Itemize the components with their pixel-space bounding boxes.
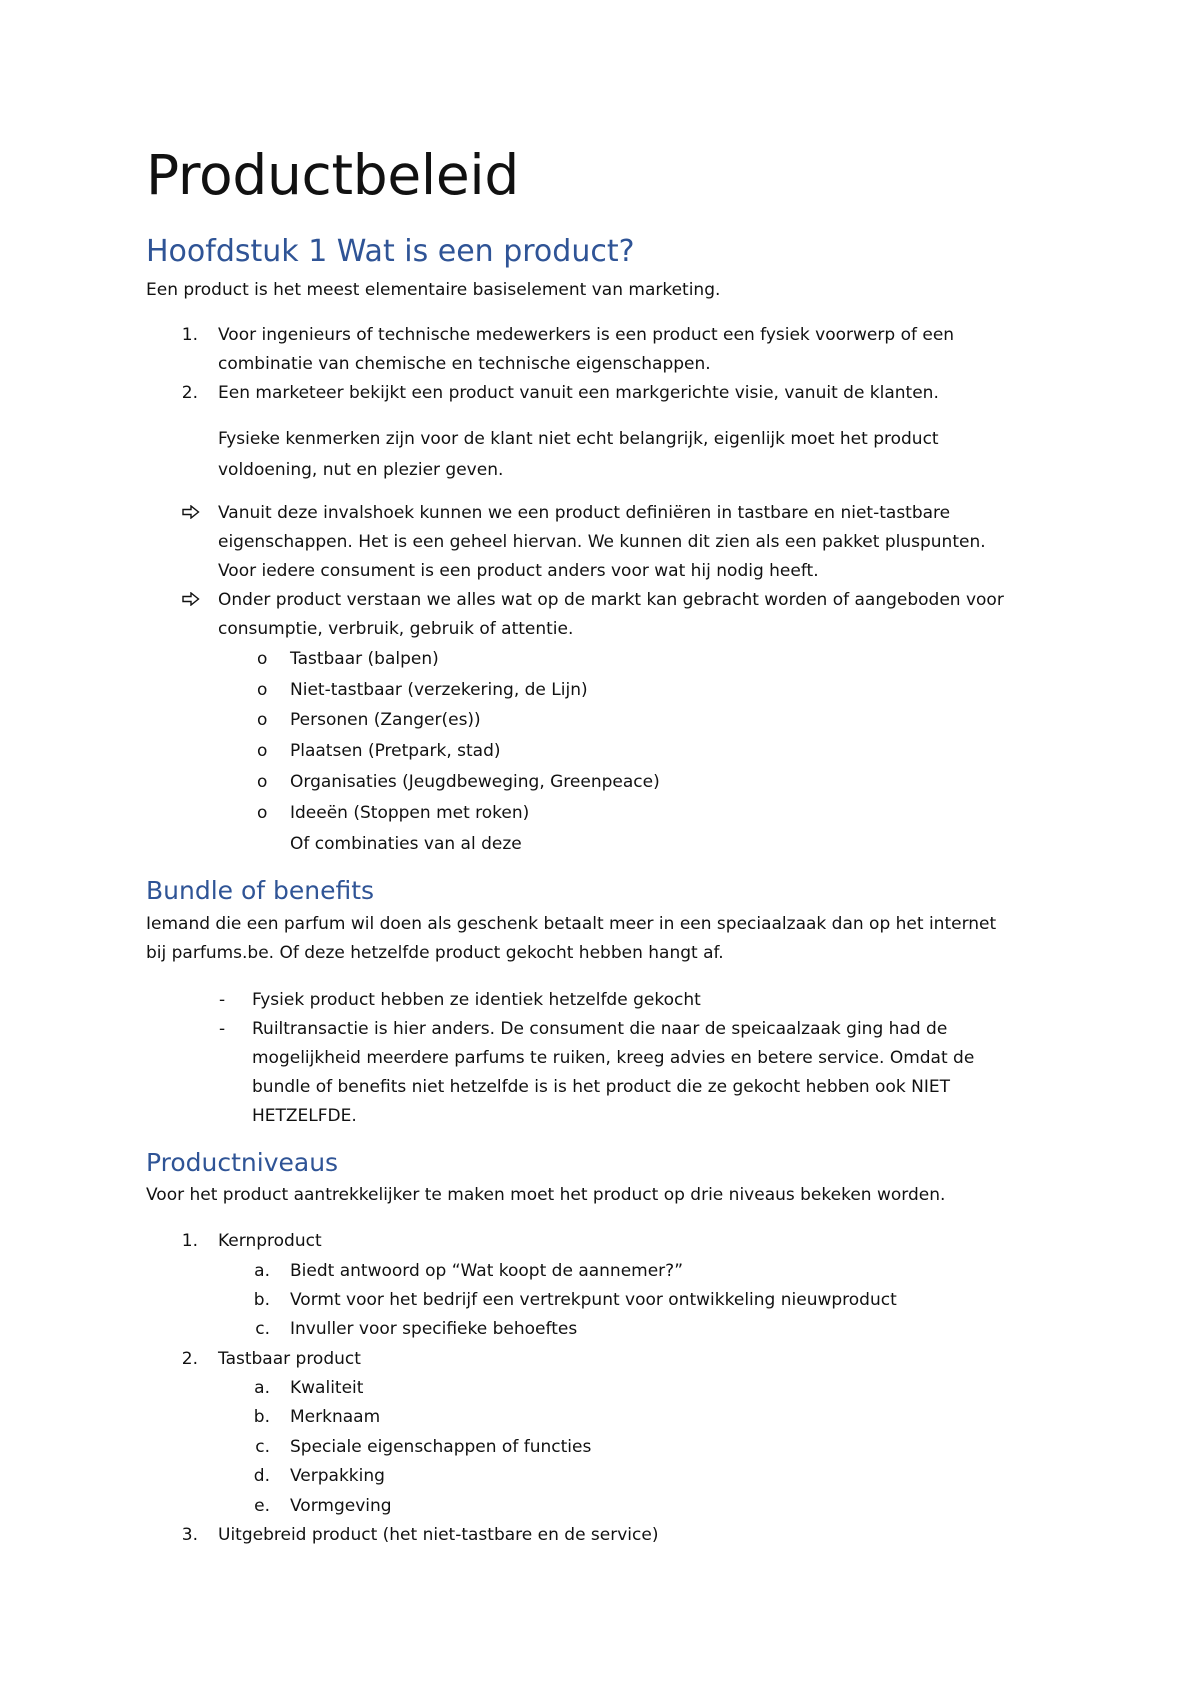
sub-letter: e. <box>254 1496 270 1516</box>
section-heading-bundle-of-benefits: Bundle of benefits <box>146 876 375 905</box>
dash-item-text: bundle of benefits niet hetzelfde is is het product die ze gekocht hebben ook NIET <box>252 1077 950 1097</box>
list-number: 2. <box>181 383 198 403</box>
sub-letter: a. <box>254 1261 270 1281</box>
sub-letter: a. <box>254 1378 270 1398</box>
sub-item-text: Vormgeving <box>290 1496 392 1516</box>
sub-item-text: Merknaam <box>290 1407 381 1427</box>
bullet-marker: o <box>257 741 268 761</box>
sub-item-text: Kwaliteit <box>290 1378 364 1398</box>
dash-item-text: HETZELFDE. <box>252 1106 357 1126</box>
arrow-item-text: Vanuit deze invalshoek kunnen we een product definiëren in tastbare en niet-tastbare <box>218 503 951 523</box>
section3-intro: Voor het product aantrekkelijker te maken moet het product op drie niveaus bekeken worden. <box>146 1185 946 1205</box>
section2-intro: bij parfums.be. Of deze hetzelfde product gekocht hebben hangt af. <box>146 943 724 963</box>
list-number: 2. <box>181 1349 198 1369</box>
arrow-item-text: Voor iedere consument is een product anders voor wat hij nodig heeft. <box>218 561 819 581</box>
dash-item-text: Fysiek product hebben ze identiek hetzelfde gekocht <box>252 990 701 1010</box>
bullet-marker: o <box>257 803 268 823</box>
dash-item-text: mogelijkheid meerdere parfums te ruiken, kreeg advies en betere service. Omdat de <box>252 1048 975 1068</box>
section-heading-hoofdstuk-1: Hoofdstuk 1 Wat is een product? <box>146 234 635 269</box>
sub-item-text: Vormt voor het bedrijf een vertrekpunt voor ontwikkeling nieuwproduct <box>290 1290 897 1310</box>
hollow-arrow-icon <box>182 505 200 519</box>
sub-letter: c. <box>255 1319 270 1339</box>
hollow-arrow-icon <box>182 592 200 606</box>
sub-item-text: Invuller voor specifieke behoeftes <box>290 1319 578 1339</box>
list-number: 3. <box>181 1525 198 1545</box>
bullet-tail: Of combinaties van al deze <box>290 834 522 854</box>
section-heading-productniveaus: Productniveaus <box>146 1148 339 1177</box>
sub-item-text: Speciale eigenschappen of functies <box>290 1437 592 1457</box>
list-number: 1. <box>181 1231 198 1251</box>
list-number: 1. <box>181 325 198 345</box>
dash-item-text: Ruiltransactie is hier anders. De consument die naar de speicaalzaak ging had de <box>252 1019 948 1039</box>
level-label: Uitgebreid product (het niet-tastbare en de service) <box>218 1525 659 1545</box>
bullet-marker: o <box>257 772 268 792</box>
section2-intro: Iemand die een parfum wil doen als geschenk betaalt meer in een speciaalzaak dan op het internet <box>146 914 997 934</box>
sub-letter: b. <box>253 1290 270 1310</box>
bullet-item: Plaatsen (Pretpark, stad) <box>290 741 501 761</box>
bullet-item: Organisaties (Jeugdbeweging, Greenpeace) <box>290 772 660 792</box>
list-item-text: combinatie van chemische en technische eigenschappen. <box>218 354 711 374</box>
arrow-item-text: eigenschappen. Het is een geheel hiervan. We kunnen dit zien als een pakket pluspunten. <box>218 532 986 552</box>
bullet-marker: o <box>257 680 268 700</box>
list-item-text: Een marketeer bekijkt een product vanuit een markgerichte visie, vanuit de klanten. <box>218 383 939 403</box>
bullet-item: Niet-tastbaar (verzekering, de Lijn) <box>290 680 588 700</box>
sub-item-text: Verpakking <box>290 1466 385 1486</box>
dash-marker: - <box>219 1019 226 1039</box>
section1-intro: Een product is het meest elementaire basiselement van marketing. <box>146 280 721 300</box>
sub-letter: b. <box>253 1407 270 1427</box>
sub-letter: d. <box>253 1466 270 1486</box>
level-label: Tastbaar product <box>218 1349 361 1369</box>
arrow-item-text: Onder product verstaan we alles wat op de markt kan gebracht worden of aangeboden voor <box>218 590 1004 610</box>
bullet-marker: o <box>257 710 268 730</box>
level-label: Kernproduct <box>218 1231 322 1251</box>
note-text: voldoening, nut en plezier geven. <box>218 460 504 480</box>
list-item-text: Voor ingenieurs of technische medewerkers is een product een fysiek voorwerp of een <box>218 325 955 345</box>
note-text: Fysieke kenmerken zijn voor de klant niet echt belangrijk, eigenlijk moet het product <box>218 429 939 449</box>
bullet-marker: o <box>257 649 268 669</box>
dash-marker: - <box>219 990 226 1010</box>
arrow-item-text: consumptie, verbruik, gebruik of attentie. <box>218 619 574 639</box>
document-title: Productbeleid <box>146 143 519 207</box>
sub-letter: c. <box>255 1437 270 1457</box>
sub-item-text: Biedt antwoord op “Wat koopt de aannemer?” <box>290 1261 684 1281</box>
bullet-item: Tastbaar (balpen) <box>290 649 439 669</box>
bullet-item: Personen (Zanger(es)) <box>290 710 481 730</box>
bullet-item: Ideeën (Stoppen met roken) <box>290 803 530 823</box>
